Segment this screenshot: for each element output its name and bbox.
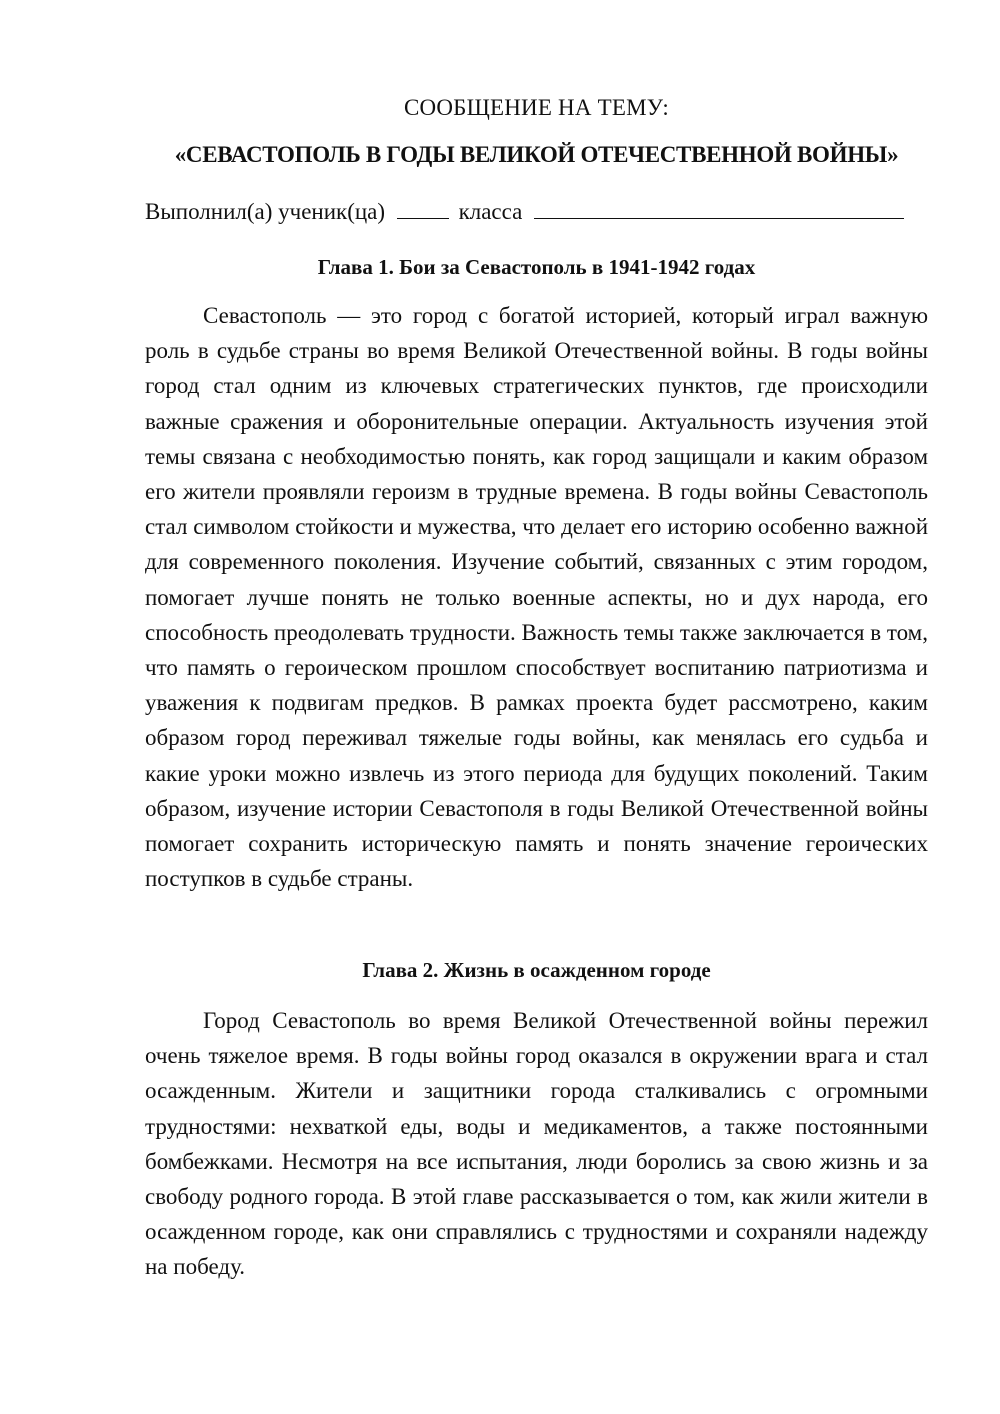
chapter-1-title: Глава 1. Бои за Севастополь в 1941-1942 годах bbox=[317, 255, 756, 279]
class-label: класса bbox=[458, 199, 523, 224]
grade-blank bbox=[397, 198, 449, 219]
document-title: «СЕВАСТОПОЛЬ В ГОДЫ ВЕЛИКОЙ ОТЕЧЕСТВЕННОЙ ВОЙНЫ» bbox=[174, 142, 899, 167]
document-heading-line1: СООБЩЕНИЕ НА ТЕМУ: bbox=[404, 95, 669, 120]
chapter-2-paragraph: Город Севастополь во время Великой Отечественной войны пережил очень тяжелое время. В годы войны город оказался в окружении врага и стал осажденным. Жители и защитники города сталкивались с огромными трудностями: нехваткой еды, воды и медикаментов, а также постоянными бомбежками. Несмотря на все испытания, люди боролись за свою жизнь и за свободу родного города. В этой главе рассказывается о том, как жили жители в осажденном городе, как они справлялись с трудностями и сохраняли надежду на победу. bbox=[145, 1008, 928, 1280]
name-blank bbox=[534, 198, 904, 219]
chapter-1-paragraph: Севастополь — это город с богатой историей, который играл важную роль в судьбе страны во время Великой Отечественной войны. В годы войны город стал одним из ключевых стратегических пунктов, где происходили важные сражения и оборонительные операции. Актуальность изучения этой темы связана с необходимостью понять, как город защищали и каким образом его жители проявляли героизм в трудные времена. В годы войны Севастополь стал символом стойкости и мужества, что делает его историю особенно важной для современного поколения. Изучение событий, связанных с этим городом, помогает лучше понять не только военные аспекты, но и дух народа, его способность преодолевать трудности. Важность темы также заключается в том, что память о героическом прошлом способствует воспитанию патриотизма и уважения к подвигам предков. В рамках проекта будет рассмотрено, каким образом город переживал тяжелые годы войны, как менялась его судьба и какие уроки можно извлечь из этого периода для будущих поколений. Таким образом, изучение истории Севастополя в годы Великой Отечественной войны помогает сохранить историческую память и понять значение героических поступков в судьбе страны. bbox=[145, 303, 928, 892]
chapter-2-title: Глава 2. Жизнь в осажденном городе bbox=[362, 958, 711, 982]
author-label: Выполнил(а) ученик(ца) bbox=[145, 199, 386, 224]
author-line bbox=[145, 198, 928, 225]
